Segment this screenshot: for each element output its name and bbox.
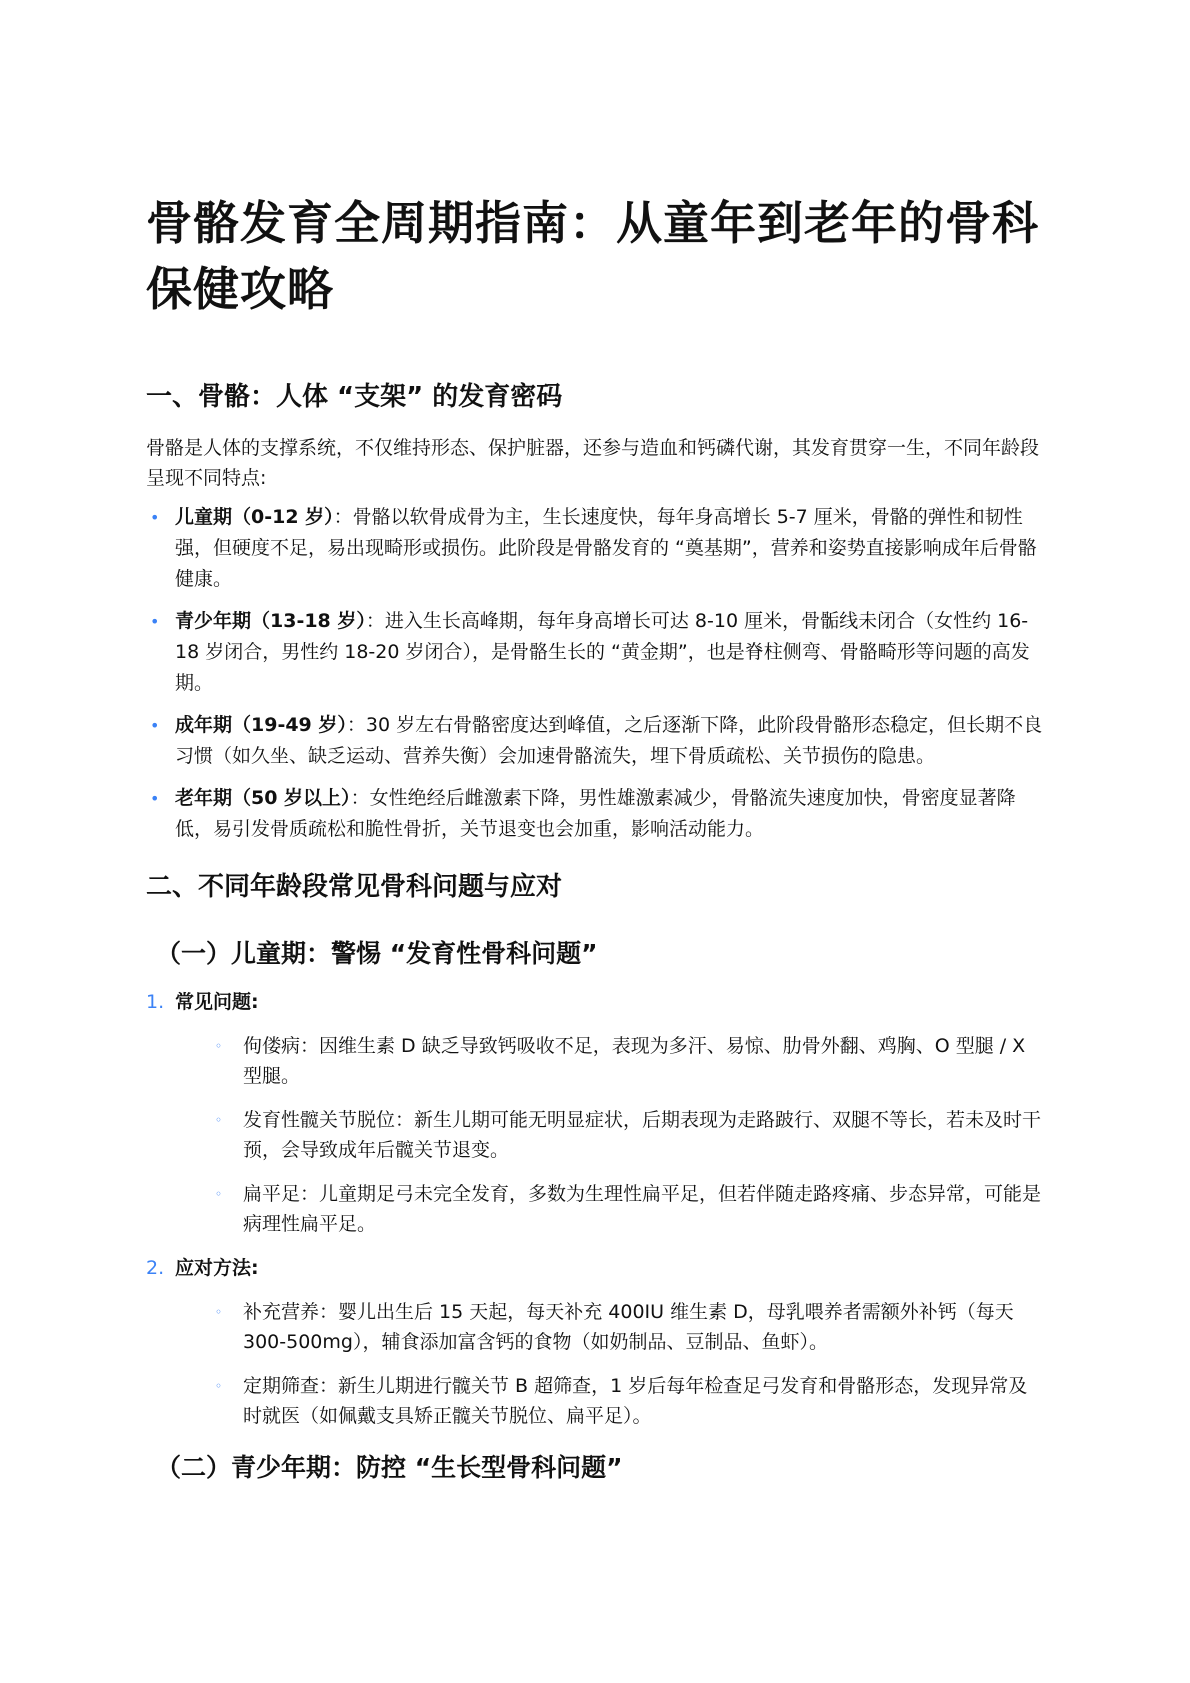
- sub-list-item: [175, 1179, 1046, 1239]
- bullet-icon: •: [150, 716, 160, 735]
- list-item: [146, 783, 1046, 845]
- document-content: [146, 190, 1046, 1485]
- list-item: [146, 710, 1046, 772]
- sub-list-item: [175, 1105, 1046, 1165]
- step-label: 常见问题:: [175, 991, 259, 1013]
- list-item: [146, 606, 1046, 699]
- list-item-text: ：30 岁左右骨骼密度达到峰值，之后逐渐下降，此阶段骨骼形态稳定，但长期不良习惯（如久坐、缺乏运动、营养失衡）会加速骨骼流失，埋下骨质疏松、关节损伤的隐患。: [175, 714, 1043, 767]
- step-label: 应对方法:: [175, 1257, 259, 1279]
- age-stage-list: [146, 502, 1046, 845]
- list-item-text: ：骨骼以软骨成骨为主，生长速度快，每年身高增长 5-7 厘米，骨骼的弹性和韧性强，但硬度不足，易出现畸形或损伤。此阶段是骨骼发育的 “奠基期”，营养和姿势直接影响成年后骨骼健康。: [175, 506, 1037, 590]
- circle-bullet-icon: ◦: [215, 1305, 223, 1319]
- sub-list-item-text: 佝偻病：因维生素 D 缺乏导致钙吸收不足，表现为多汗、易惊、肋骨外翻、鸡胸、O 型腿 / X 型腿。: [243, 1035, 1026, 1087]
- childhood-steps-list: [146, 987, 1046, 1431]
- list-item-label: 老年期（50 岁以上）: [175, 787, 351, 809]
- list-item-label: 成年期（19-49 岁）: [175, 714, 347, 736]
- step-number: 2.: [146, 1257, 165, 1279]
- list-item-text: ：进入生长高峰期，每年身高增长可达 8-10 厘米，骨骺线未闭合（女性约 16-18 岁闭合，男性约 18-20 岁闭合），是骨骼生长的 “黄金期”，也是脊柱侧弯、骨骼畸形等问题的高发期。: [175, 610, 1030, 694]
- document-title: 骨骼发育全周期指南：从童年到老年的骨科保健攻略: [146, 196, 1039, 316]
- list-item-label: 儿童期（0-12 岁）: [175, 506, 334, 528]
- step-item: [146, 987, 1046, 1239]
- step-number: 1.: [146, 991, 165, 1013]
- section1-intro: 骨骼是人体的支撑系统，不仅维持形态、保护脏器，还参与造血和钙磷代谢，其发育贯穿一生，不同年龄段呈现不同特点:: [146, 437, 1040, 489]
- bullet-icon: •: [150, 612, 160, 631]
- sub-list-item-text: 发育性髋关节脱位：新生儿期可能无明显症状，后期表现为走路跛行、双腿不等长，若未及时干预，会导致成年后髋关节退变。: [243, 1109, 1042, 1161]
- circle-bullet-icon: ◦: [215, 1379, 223, 1393]
- circle-bullet-icon: ◦: [215, 1039, 223, 1053]
- sub-list-item: [175, 1371, 1046, 1431]
- section1-heading: 一、骨骼：人体 “支架” 的发育密码: [146, 382, 563, 412]
- list-item-label: 青少年期（13-18 岁）: [175, 610, 366, 632]
- circle-bullet-icon: ◦: [215, 1113, 223, 1127]
- sub-list-item-text: 扁平足：儿童期足弓未完全发育，多数为生理性扁平足，但若伴随走路疼痛、步态异常，可能是病理性扁平足。: [243, 1183, 1042, 1235]
- step-item: [146, 1253, 1046, 1431]
- section2-heading: 二、不同年龄段常见骨科问题与应对: [146, 872, 563, 902]
- sub-list-item: [175, 1297, 1046, 1357]
- list-item-text: ：女性绝经后雌激素下降，男性雄激素减少，骨骼流失速度加快，骨密度显著降低，易引发骨质疏松和脆性骨折，关节退变也会加重，影响活动能力。: [175, 787, 1016, 840]
- subsection2-heading: （二）青少年期：防控 “生长型骨科问题”: [156, 1453, 623, 1482]
- sub-list-item: [175, 1031, 1046, 1091]
- sub-list: [175, 1297, 1046, 1431]
- sub-list-item-text: 补充营养：婴儿出生后 15 天起，每天补充 400IU 维生素 D，母乳喂养者需额外补钙（每天 300-500mg），辅食添加富含钙的食物（如奶制品、豆制品、鱼虾）。: [243, 1301, 1014, 1353]
- bullet-icon: •: [150, 789, 160, 808]
- bullet-icon: •: [150, 508, 160, 527]
- subsection1-heading: （一）儿童期：警惕 “发育性骨科问题”: [156, 939, 598, 968]
- list-item: [146, 502, 1046, 595]
- circle-bullet-icon: ◦: [215, 1187, 223, 1201]
- sub-list-item-text: 定期筛查：新生儿期进行髋关节 B 超筛查，1 岁后每年检查足弓发育和骨骼形态，发现异常及时就医（如佩戴支具矫正髋关节脱位、扁平足）。: [243, 1375, 1028, 1427]
- sub-list: [175, 1031, 1046, 1239]
